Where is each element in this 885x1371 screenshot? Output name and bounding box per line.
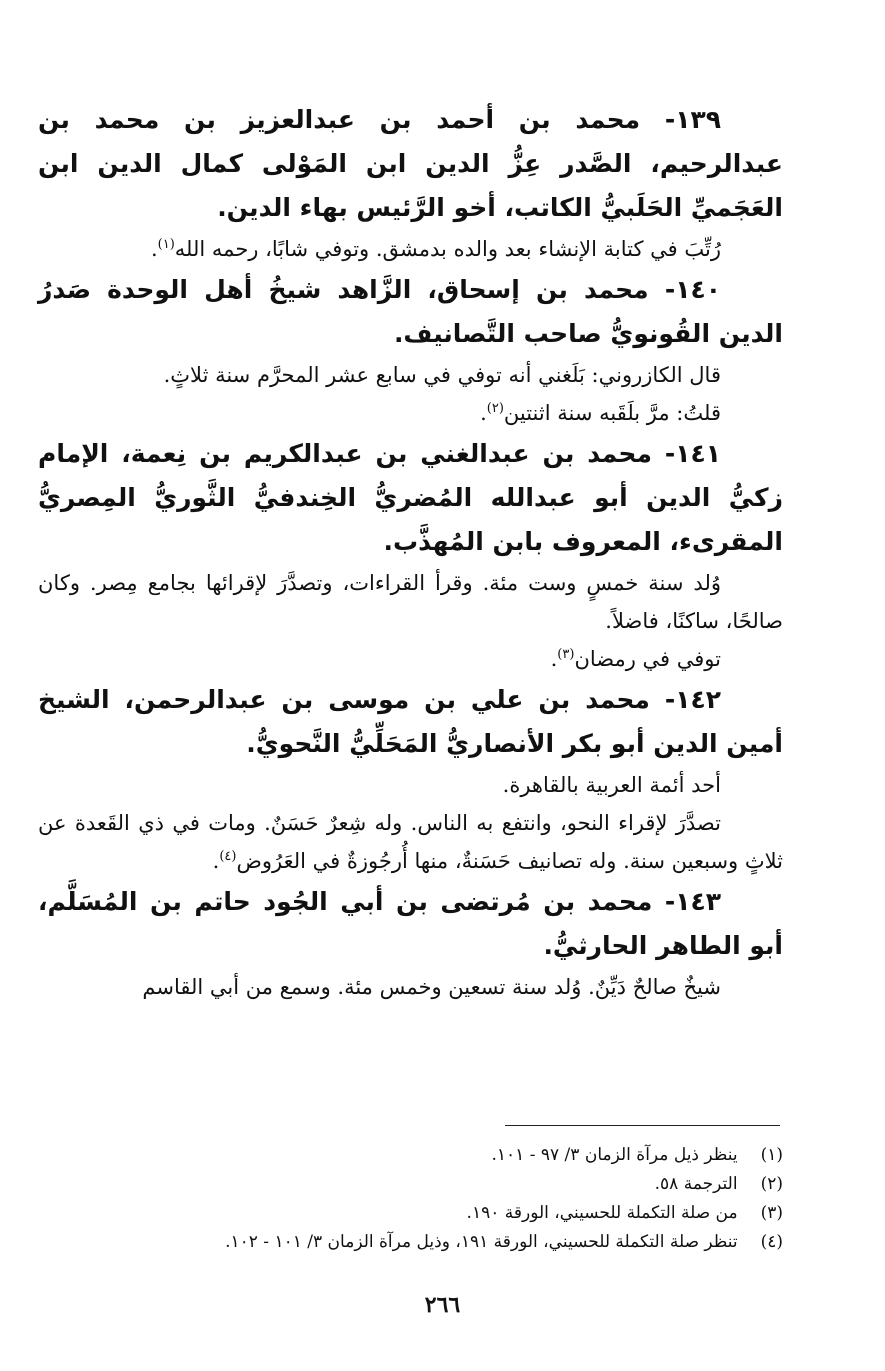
entry-paragraph <box>38 804 783 880</box>
footnote <box>38 1170 783 1199</box>
entry-paragraph <box>38 766 783 804</box>
footnote-mark: (٣) <box>760 1203 783 1223</box>
biography-entry <box>38 268 783 432</box>
footnote <box>38 1141 783 1170</box>
biography-entry <box>38 678 783 880</box>
paragraph-text: توفي في رمضان <box>574 647 721 671</box>
paragraph-tail: . <box>150 237 158 261</box>
entry-paragraph <box>38 394 783 432</box>
entry-heading <box>38 880 783 968</box>
entry-number: ١٤٣- <box>664 887 721 916</box>
paragraph-text: رُتِّبَ في كتابة الإنشاء بعد والده بدمشق. وتوفي شابًا، رحمه الله <box>174 237 721 261</box>
entry-paragraph <box>38 968 783 1006</box>
page-number: ٢٦٦ <box>424 1292 461 1318</box>
biography-entry <box>38 98 783 268</box>
entry-heading <box>38 432 783 564</box>
paragraph-text: قال الكازروني: بَلَغني أنه توفي في سابع عشر المحرَّم سنة ثلاثٍ. <box>163 363 721 387</box>
entry-paragraph <box>38 356 783 394</box>
entry-title: محمد بن مُرتضى بن أبي الجُود حاتم بن المُسَلَّم، أبو الطاهر الحارثيُّ. <box>38 887 783 960</box>
footnote-text: ينظر ذيل مرآة الزمان ٣/ ٩٧ - ١٠١. <box>491 1145 738 1165</box>
paragraph-text: تصدَّرَ لإقراء النحو، وانتفع به الناس. وله شِعرٌ حَسَنٌ. ومات في ذي القَعدة عن ثلاثٍ وسبعين سنة. وله تصانيف حَسَنةٌ، منها أُرجُوزةٌ في العَرُوض <box>38 811 783 873</box>
entry-title: محمد بن علي بن موسى بن عبدالرحمن، الشيخ أمين الدين أبو بكر الأنصاريُّ المَحَلِّيُّ النَّحويُّ. <box>38 685 783 758</box>
paragraph-tail: . <box>480 401 487 425</box>
biography-entry <box>38 880 783 1006</box>
entry-paragraph <box>38 230 783 268</box>
entry-number: ١٤٠- <box>664 275 721 304</box>
footnote-text: الترجمة ٥٨. <box>654 1174 738 1194</box>
footnote <box>38 1199 783 1228</box>
paragraph-text: وُلد سنة خمسٍ وست مئة. وقرأ القراءات، وتصدَّرَ لإقرائها بجامع مِصر. وكان صالحًا، ساكنًا، فاضلاً. <box>38 571 783 633</box>
entry-heading <box>38 268 783 356</box>
footnote-reference[interactable]: (٤) <box>219 849 237 864</box>
page-body <box>38 98 783 1006</box>
paragraph-tail: . <box>212 849 220 873</box>
footnote-divider <box>505 1125 780 1126</box>
entry-heading <box>38 678 783 766</box>
entry-number: ١٤١- <box>664 439 721 468</box>
footnote-reference[interactable]: (١) <box>157 237 175 252</box>
paragraph-text: شيخٌ صالحٌ دَيِّنٌ. وُلد سنة تسعين وخمس مئة. وسمع من أبي القاسم <box>142 975 721 999</box>
entry-paragraph <box>38 564 783 640</box>
entry-number: ١٣٩- <box>664 105 721 134</box>
paragraph-text: قلتُ: مرَّ بلَقَبه سنة اثنتين <box>503 401 721 425</box>
footnote-mark: (١) <box>760 1145 783 1165</box>
footnote-reference[interactable]: (٣) <box>557 647 575 662</box>
footnote-mark: (٤) <box>760 1232 783 1252</box>
footnote <box>38 1228 783 1257</box>
footnote-mark: (٢) <box>760 1174 783 1194</box>
entry-title: محمد بن إسحاق، الزَّاهد شيخُ أهل الوحدة صَدرُ الدين القُونويُّ صاحب التَّصانيف. <box>38 275 783 348</box>
entry-heading <box>38 98 783 230</box>
footnotes-section <box>38 1141 783 1257</box>
footnote-text: من صلة التكملة للحسيني، الورقة ١٩٠. <box>466 1203 738 1223</box>
entry-paragraph <box>38 640 783 678</box>
footnote-text: تنظر صلة التكملة للحسيني، الورقة ١٩١، وذيل مرآة الزمان ٣/ ١٠١ - ١٠٢. <box>225 1232 738 1252</box>
paragraph-text: أحد أئمة العربية بالقاهرة. <box>502 773 721 797</box>
biography-entry <box>38 432 783 678</box>
entry-title: محمد بن أحمد بن عبدالعزيز بن محمد بن عبدالرحيم، الصَّدر عِزُّ الدين ابن المَوْلى كمال الدين ابن العَجَميِّ الحَلَبيُّ الكاتب، أخو الرَّئيس بهاء الدين. <box>38 105 783 222</box>
entry-title: محمد بن عبدالغني بن عبدالكريم بن نِعمة، الإمام زكيُّ الدين أبو عبدالله المُضريُّ الخِندفيُّ الثَّوريُّ المِصريُّ المقرىء، المعروف بابن المُهذَّب. <box>38 439 783 556</box>
footnote-reference[interactable]: (٢) <box>486 401 504 416</box>
paragraph-tail: . <box>550 647 558 671</box>
entry-number: ١٤٢- <box>664 685 721 714</box>
